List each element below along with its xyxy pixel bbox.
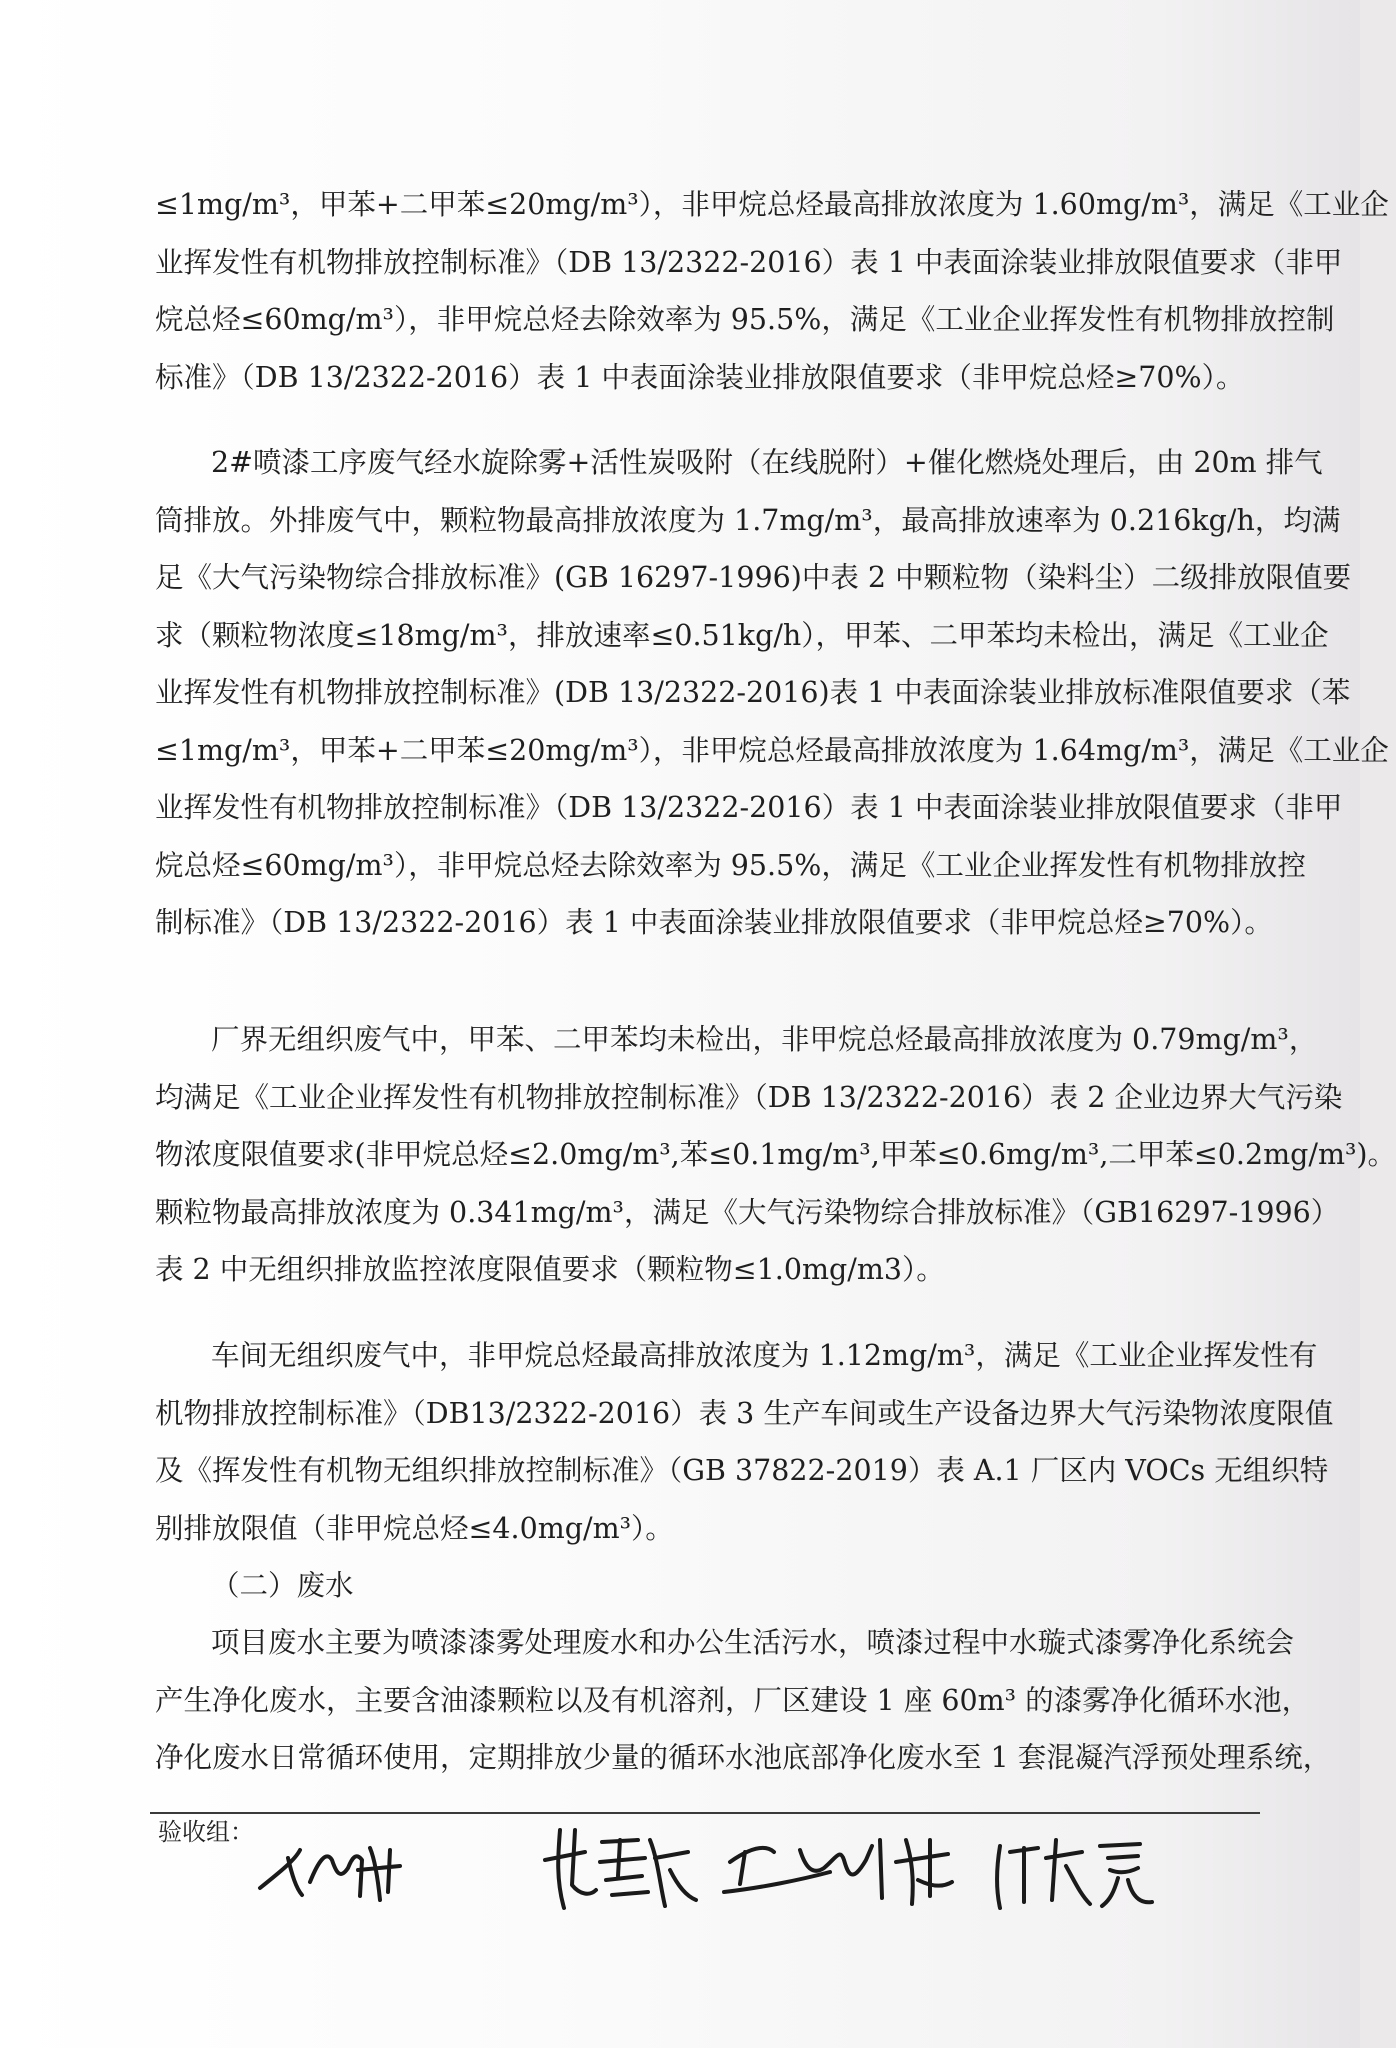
paragraph-line: 筒排放。外排废气中，颗粒物最高排放浓度为 1.7mg/m³，最高排放速率为 0.216kg/h，均满 [155,503,1341,537]
paragraph-line: 足《大气污染物综合排放标准》(GB 16297-1996)中表 2 中颗粒物（染料尘）二级排放限值要 [155,561,1352,594]
paragraph-line: 机物排放控制标准》（DB13/2322-2016）表 3 生产车间或生产设备边界大气污染物浓度限值 [155,1396,1334,1430]
paragraph-line: 净化废水日常循环使用，定期排放少量的循环水池底部净化废水至 1 套混凝汽浮预处理系统， [155,1741,1332,1774]
paragraph-line: 物浓度限值要求(非甲烷总烃≤2.0mg/m³,苯≤0.1mg/m³,甲苯≤0.6mg/m³,二甲苯≤0.2mg/m³)。 [155,1138,1396,1171]
handwritten-signatures [240,1800,1280,1930]
paragraph-line: 制标准》（DB 13/2322-2016）表 1 中表面涂装业排放限值要求（非甲烷总烃≥70%）。 [155,906,1273,939]
paragraph-line: 产生净化废水，主要含油漆颗粒以及有机溶剂，厂区建设 1 座 60m³ 的漆雾净化循环水池， [155,1683,1311,1717]
paragraph-line: 均满足《工业企业挥发性有机物排放控制标准》（DB 13/2322-2016）表 2 企业边界大气污染 [155,1080,1343,1114]
paragraph-line: 及《挥发性有机物无组织排放控制标准》（GB 37822-2019）表 A.1 厂区内 VOCs 无组织特 [155,1454,1329,1487]
signature-1 [260,1848,400,1900]
section-heading: （二）废水 [211,1569,354,1602]
paragraph-line: 标准》（DB 13/2322-2016）表 1 中表面涂装业排放限值要求（非甲烷总烃≥70%）。 [155,360,1245,394]
paragraph-4 [155,1327,1334,1557]
signature-3 [724,1840,952,1904]
paragraph-3 [155,1011,1396,1299]
paragraph-6 [155,1614,1332,1787]
paragraph-line: 别排放限值（非甲烷总烃≤4.0mg/m³）。 [155,1511,674,1545]
paragraph-line: 烷总烃≤60mg/m³），非甲烷总烃去除效率为 95.5%，满足《工业企业挥发性有机物排放控制 [155,303,1335,336]
paragraph-line: 业挥发性有机物排放控制标准》（DB 13/2322-2016）表 1 中表面涂装业排放限值要求（非甲 [155,791,1343,824]
paragraph-line: 求（颗粒物浓度≤18mg/m³，排放速率≤0.51kg/h），甲苯、二甲苯均未检出，满足《工业企 [155,618,1329,652]
paragraph-line: 车间无组织废气中，非甲烷总烃最高排放浓度为 1.12mg/m³，满足《工业企业挥发性有 [211,1339,1318,1372]
paragraph-line: 业挥发性有机物排放控制标准》（DB 13/2322-2016）表 1 中表面涂装业排放限值要求（非甲 [155,245,1343,279]
signature-4 [997,1840,1152,1908]
paragraph-line: 业挥发性有机物排放控制标准》(DB 13/2322-2016)表 1 中表面涂装业排放标准限值要求（苯 [155,676,1351,709]
paragraph-line: 2#喷漆工序废气经水旋除雾+活性炭吸附（在线脱附）+催化燃烧处理后，由 20m 排气 [211,446,1323,479]
paragraph-line: ≤1mg/m³，甲苯+二甲苯≤20mg/m³），非甲烷总烃最高排放浓度为 1.60mg/m³，满足《工业企 [155,188,1389,221]
paragraph-line: 颗粒物最高排放浓度为 0.341mg/m³，满足《大气污染物综合排放标准》（GB16297-1996） [155,1195,1340,1229]
section-heading-wastewater [155,1557,1245,1615]
paragraph-line: 项目废水主要为喷漆漆雾处理废水和办公生活污水，喷漆过程中水璇式漆雾净化系统会 [211,1626,1295,1659]
paragraph-line: 厂界无组织废气中，甲苯、二甲苯均未检出，非甲烷总烃最高排放浓度为 0.79mg/m³， [211,1023,1318,1056]
paragraph-line: 烷总烃≤60mg/m³），非甲烷总烃去除效率为 95.5%，满足《工业企业挥发性有机物排放控 [155,848,1306,882]
acceptance-group-label: 验收组： [158,1818,254,1846]
paragraph-line: ≤1mg/m³，甲苯+二甲苯≤20mg/m³），非甲烷总烃最高排放浓度为 1.64mg/m³，满足《工业企 [155,733,1389,767]
signature-2 [545,1830,696,1908]
paragraph-1 [155,176,1389,406]
paragraph-2 [155,434,1389,952]
paragraph-line: 表 2 中无组织排放监控浓度限值要求（颗粒物≤1.0mg/m3）。 [155,1253,945,1286]
